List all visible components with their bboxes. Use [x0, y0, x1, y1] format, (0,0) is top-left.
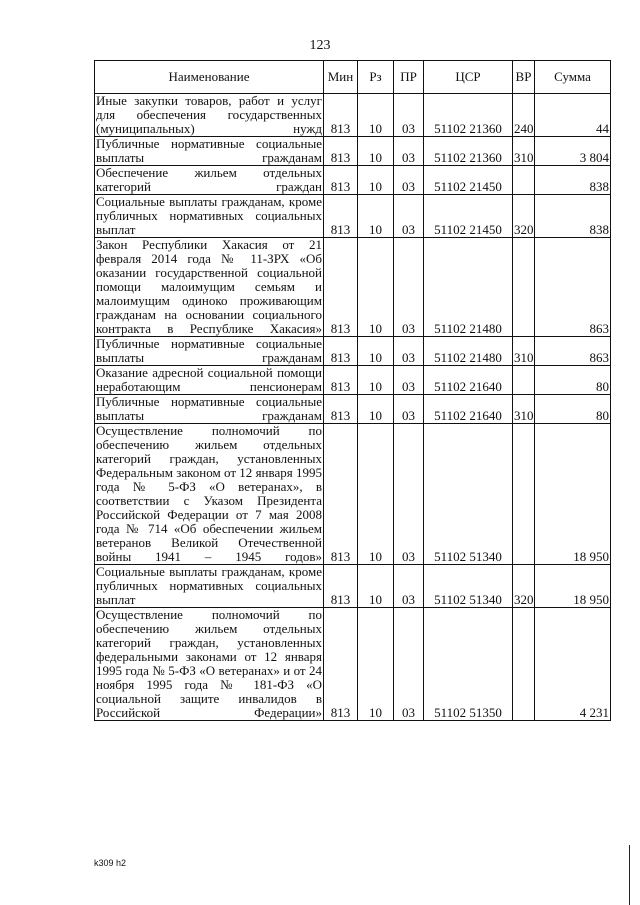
row-csr: 51102 21450 — [424, 195, 513, 238]
row-csr: 51102 51350 — [424, 608, 513, 721]
row-min: 813 — [324, 94, 358, 137]
scan-edge-line — [629, 845, 630, 905]
row-vr — [513, 608, 535, 721]
table-row — [95, 395, 611, 424]
row-vr: 320 — [513, 195, 535, 238]
row-csr: 51102 21640 — [424, 395, 513, 424]
row-csr: 51102 21450 — [424, 166, 513, 195]
header-pr: ПР — [394, 61, 424, 94]
row-name: Осуществление полномочий по обеспечению жильем отдельных категорий граждан, установленных Федеральным законом от 12 января 1995 года № 5-ФЗ «О ветеранах», в соответствии с Указом Президента Российской Федерации от 7 мая 2008 года № 714 «Об обеспечении жильем ветеранов Великой Отечественной войны 1941 – 1945 годов» — [96, 423, 322, 564]
row-pr: 03 — [394, 395, 424, 424]
row-vr — [513, 238, 535, 337]
row-min: 813 — [324, 395, 358, 424]
table-header-row — [95, 61, 611, 94]
row-name: Публичные нормативные социальные выплаты гражданам — [96, 136, 322, 165]
row-pr: 03 — [394, 366, 424, 395]
row-vr: 240 — [513, 94, 535, 137]
row-name: Закон Республики Хакасия от 21 февраля 2014 года № 11-ЗРХ «Об оказании государственной социальной помощи малоимущим семьям и малоимущим одиноко проживающим гражданам на основании социального контракта в Республике Хакасия» — [96, 237, 322, 336]
table-row — [95, 238, 611, 337]
row-csr: 51102 21360 — [424, 94, 513, 137]
row-rz: 10 — [358, 337, 394, 366]
row-pr: 03 — [394, 195, 424, 238]
header-min: Мин — [324, 61, 358, 94]
row-sum: 18 950 — [535, 424, 611, 565]
header-name: Наименование — [95, 61, 324, 94]
row-min: 813 — [324, 565, 358, 608]
row-min: 813 — [324, 424, 358, 565]
row-vr — [513, 366, 535, 395]
row-pr: 03 — [394, 238, 424, 337]
row-rz: 10 — [358, 94, 394, 137]
row-sum: 863 — [535, 238, 611, 337]
row-sum: 80 — [535, 366, 611, 395]
header-csr: ЦСР — [424, 61, 513, 94]
row-sum: 838 — [535, 166, 611, 195]
row-rz: 10 — [358, 238, 394, 337]
row-csr: 51102 21480 — [424, 238, 513, 337]
row-name: Социальные выплаты гражданам, кроме публичных нормативных социальных выплат — [96, 564, 322, 607]
header-rz: Рз — [358, 61, 394, 94]
row-rz: 10 — [358, 608, 394, 721]
row-min: 813 — [324, 195, 358, 238]
row-min: 813 — [324, 238, 358, 337]
row-rz: 10 — [358, 195, 394, 238]
table-row — [95, 424, 611, 565]
row-sum: 4 231 — [535, 608, 611, 721]
budget-table — [94, 60, 611, 721]
header-sum: Сумма — [535, 61, 611, 94]
row-pr: 03 — [394, 94, 424, 137]
page-number: 123 — [309, 38, 331, 53]
row-vr — [513, 166, 535, 195]
row-min: 813 — [324, 137, 358, 166]
row-sum: 3 804 — [535, 137, 611, 166]
row-name: Осуществление полномочий по обеспечению жильем отдельных категорий граждан, установленных федеральными законами от 12 января 1995 года № 5-ФЗ «О ветеранах» и от 24 ноября 1995 года № 181-ФЗ «О социальной защите инвалидов в Российской Федерации» — [96, 607, 322, 720]
table-row — [95, 195, 611, 238]
table-row — [95, 565, 611, 608]
row-rz: 10 — [358, 137, 394, 166]
row-sum: 44 — [535, 94, 611, 137]
row-csr: 51102 21640 — [424, 366, 513, 395]
row-pr: 03 — [394, 608, 424, 721]
table-row — [95, 366, 611, 395]
row-name: Публичные нормативные социальные выплаты гражданам — [96, 336, 322, 365]
table-row — [95, 94, 611, 137]
row-vr — [513, 424, 535, 565]
row-csr: 51102 21480 — [424, 337, 513, 366]
row-csr: 51102 51340 — [424, 424, 513, 565]
row-min: 813 — [324, 608, 358, 721]
row-name: Социальные выплаты гражданам, кроме публичных нормативных социальных выплат — [96, 194, 322, 237]
row-min: 813 — [324, 166, 358, 195]
row-sum: 838 — [535, 195, 611, 238]
row-min: 813 — [324, 337, 358, 366]
footer-code: k309 h2 — [94, 858, 127, 868]
row-sum: 80 — [535, 395, 611, 424]
row-rz: 10 — [358, 424, 394, 565]
row-pr: 03 — [394, 424, 424, 565]
row-vr: 310 — [513, 395, 535, 424]
row-sum: 863 — [535, 337, 611, 366]
header-vr: ВР — [513, 61, 535, 94]
row-name: Обеспечение жильем отдельных категорий граждан — [96, 165, 322, 194]
table-row — [95, 608, 611, 721]
row-rz: 10 — [358, 166, 394, 195]
row-name: Иные закупки товаров, работ и услуг для обеспечения государственных (муниципальных) нужд — [96, 93, 322, 136]
row-csr: 51102 21360 — [424, 137, 513, 166]
row-min: 813 — [324, 366, 358, 395]
table-row — [95, 137, 611, 166]
row-pr: 03 — [394, 337, 424, 366]
row-name: Оказание адресной социальной помощи неработающим пенсионерам — [96, 365, 322, 394]
row-rz: 10 — [358, 395, 394, 424]
row-pr: 03 — [394, 166, 424, 195]
row-pr: 03 — [394, 565, 424, 608]
row-vr: 310 — [513, 337, 535, 366]
table-row — [95, 337, 611, 366]
row-pr: 03 — [394, 137, 424, 166]
row-csr: 51102 51340 — [424, 565, 513, 608]
table-row — [95, 166, 611, 195]
row-vr: 310 — [513, 137, 535, 166]
row-rz: 10 — [358, 366, 394, 395]
row-name: Публичные нормативные социальные выплаты гражданам — [96, 394, 322, 423]
row-rz: 10 — [358, 565, 394, 608]
row-sum: 18 950 — [535, 565, 611, 608]
row-vr: 320 — [513, 565, 535, 608]
